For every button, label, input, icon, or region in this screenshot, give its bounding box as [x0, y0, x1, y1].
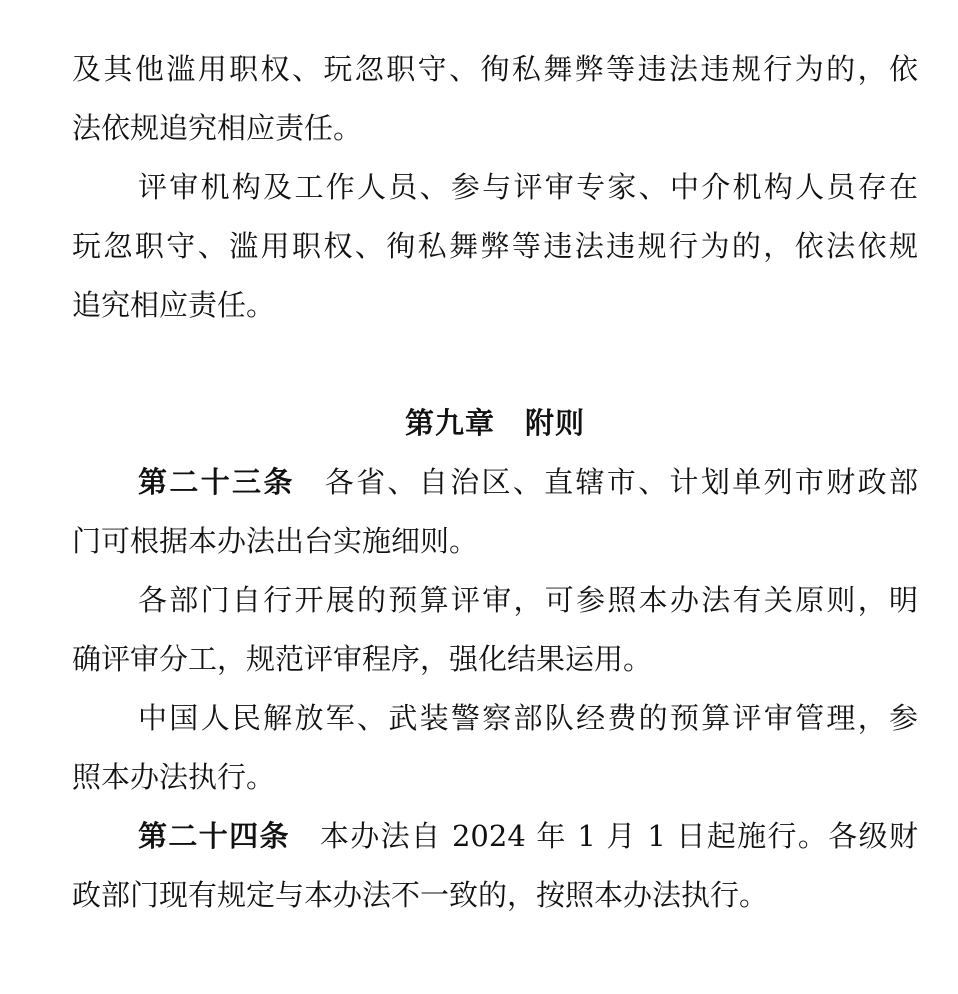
article-23-label: 第二十三条 [138, 465, 295, 499]
article-23-text: 各省、自治区、直辖市、计划单列市财政部 [324, 465, 918, 499]
article-24-label: 第二十四条 [138, 819, 290, 853]
paragraph-line: 中国人民解放军、武装警察部队经费的预算评审管理，参 [138, 701, 918, 735]
article-24-line [138, 807, 918, 866]
paragraph-line: 及其他滥用职权、玩忽职守、徇私舞弊等违法违规行为的，依 [72, 52, 918, 86]
paragraph-line: 政部门现有规定与本办法不一致的，按照本办法执行。 [72, 878, 769, 912]
article-23-line [138, 453, 918, 512]
paragraph-line: 各部门自行开展的预算评审，可参照本办法有关原则，明 [138, 583, 918, 617]
paragraph-line: 法依规追究相应责任。 [72, 111, 363, 145]
paragraph-line: 照本办法执行。 [72, 760, 276, 794]
chapter-heading: 第九章 附则 [404, 406, 585, 440]
article-24-text: 本办法自 2024 年 1 月 1 日起施行。各级财 [319, 819, 918, 853]
paragraph-line: 确评审分工，规范评审程序，强化结果运用。 [72, 642, 653, 676]
paragraph-line: 玩忽职守、滥用职权、徇私舞弊等违法违规行为的，依法依规 [72, 229, 918, 263]
paragraph-line: 门可根据本办法出台实施细则。 [72, 524, 479, 558]
paragraph-line: 评审机构及工作人员、参与评审专家、中介机构人员存在 [138, 170, 918, 204]
paragraph-line: 追究相应责任。 [72, 288, 276, 322]
